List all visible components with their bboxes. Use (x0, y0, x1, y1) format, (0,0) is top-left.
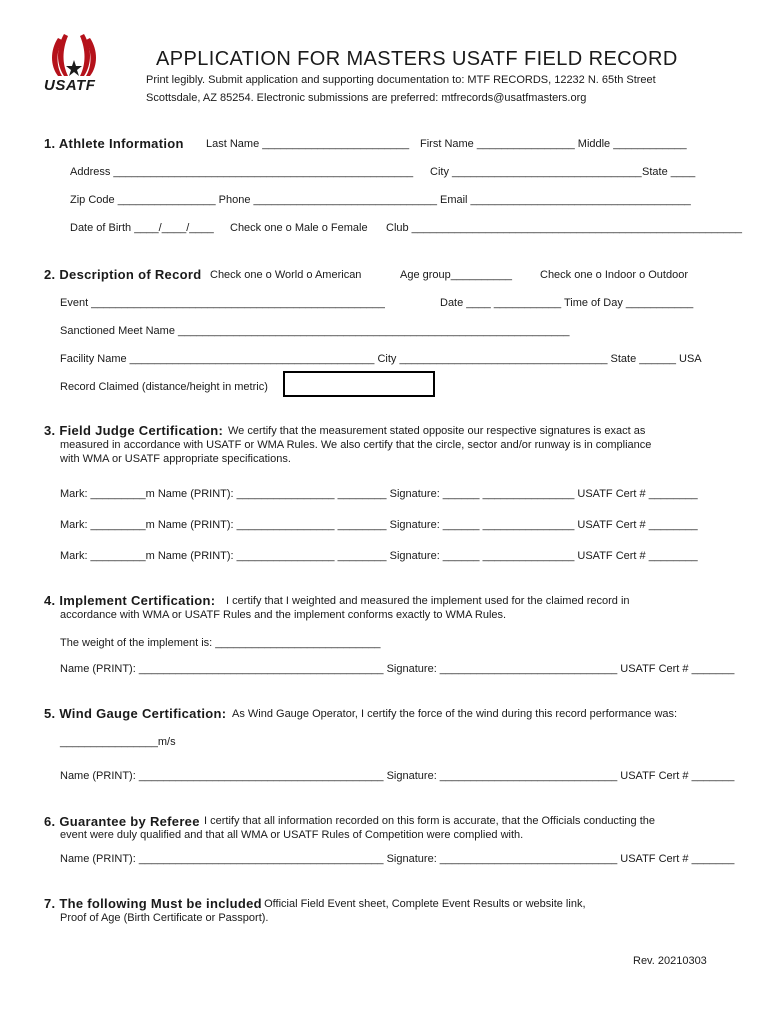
section-2-heading: 2. Description of Record (44, 267, 202, 282)
section-1-heading: 1. Athlete Information (44, 136, 184, 151)
section-6-heading: 6. Guarantee by Referee (44, 814, 200, 829)
section-7-text: Proof of Age (Birth Certificate or Passport). (60, 912, 269, 924)
header-address: Scottsdale, AZ 85254. Electronic submissions are preferred: mtfrecords@usatfmasters.org (146, 92, 587, 104)
facility-field[interactable]: Facility Name ________________________________________ City __________________________________ State ______ USA (60, 353, 702, 365)
logo-text: USATF (44, 77, 96, 94)
page-title: APPLICATION FOR MASTERS USATF FIELD RECORD (156, 48, 678, 70)
record-type-checkbox[interactable]: Check one o World o American (210, 269, 362, 281)
age-group-field[interactable]: Age group__________ (400, 269, 512, 281)
city-field[interactable]: City _______________________________ (430, 166, 642, 178)
record-claimed-input[interactable] (283, 371, 435, 397)
judge-row-1[interactable]: Mark: _________m Name (PRINT): ________________ ________ Signature: ______ _______________ USATF Cert # ________ (60, 488, 698, 500)
meet-name-field[interactable]: Sanctioned Meet Name ________________________________________________________________ (60, 325, 570, 337)
section-4-heading: 4. Implement Certification: (44, 593, 216, 608)
section-6-text: I certify that all information recorded on this form is accurate, that the Officials conducting the (204, 815, 656, 827)
implement-weight-field[interactable]: The weight of the implement is: ___________________________ (60, 637, 381, 649)
first-middle-name-field[interactable]: First Name ________________ Middle ____________ (420, 138, 687, 150)
club-field[interactable]: Club ______________________________________________________ (386, 222, 743, 234)
section-7-heading: 7. The following Must be included (44, 896, 262, 911)
gender-checkbox[interactable]: Check one o Male o Female (230, 222, 368, 234)
section-3-text: measured in accordance with USATF or WMA Rules. We also certify that the circle, sector and/or runway is in compliance (60, 439, 652, 451)
judge-row-2[interactable]: Mark: _________m Name (PRINT): ________________ ________ Signature: ______ _______________ USATF Cert # ________ (60, 519, 698, 531)
implement-signature-row[interactable]: Name (PRINT): ________________________________________ Signature: _____________________________ USATF Cert # _______ (60, 663, 735, 675)
wind-signature-row[interactable]: Name (PRINT): ________________________________________ Signature: _____________________________ USATF Cert # _______ (60, 770, 735, 782)
section-6-text: event were duly qualified and that all WMA or USATF Rules of Competition were complied with. (60, 829, 524, 841)
address-field[interactable]: Address _________________________________________________ (70, 166, 414, 178)
section-3-heading: 3. Field Judge Certification: (44, 423, 224, 438)
header-instructions: Print legibly. Submit application and supporting documentation to: MTF RECORDS, 12232 N. 65th Street (146, 74, 656, 86)
record-claimed-label: Record Claimed (distance/height in metric) (60, 381, 268, 393)
dob-field[interactable]: Date of Birth ____/____/____ (70, 222, 214, 234)
state-field[interactable]: State ____ (642, 166, 696, 178)
section-5-heading: 5. Wind Gauge Certification: (44, 706, 227, 721)
section-4-text: accordance with WMA or USATF Rules and the implement conforms exactly to WMA Rules. (60, 609, 507, 621)
last-name-field[interactable]: Last Name ________________________ (206, 138, 410, 150)
wind-field[interactable]: ________________m/s (60, 736, 176, 748)
judge-row-3[interactable]: Mark: _________m Name (PRINT): ________________ ________ Signature: ______ _______________ USATF Cert # ________ (60, 550, 698, 562)
section-3-text: We certify that the measurement stated opposite our respective signatures is exact as (228, 425, 646, 437)
section-4-text: I certify that I weighted and measured the implement used for the claimed record in (226, 595, 630, 607)
zip-phone-field[interactable]: Zip Code ________________ Phone ______________________________ (70, 194, 438, 206)
date-time-field[interactable]: Date ____ ___________ Time of Day ___________ (440, 297, 694, 309)
section-5-text: As Wind Gauge Operator, I certify the force of the wind during this record performance was: (232, 708, 678, 720)
event-field[interactable]: Event ________________________________________________ (60, 297, 385, 309)
email-field[interactable]: Email ____________________________________ (440, 194, 691, 206)
venue-type-checkbox[interactable]: Check one o Indoor o Outdoor (540, 269, 688, 281)
section-3-text: with WMA or USATF appropriate specifications. (60, 453, 291, 465)
referee-signature-row[interactable]: Name (PRINT): ________________________________________ Signature: _____________________________ USATF Cert # _______ (60, 853, 735, 865)
revision-number: Rev. 20210303 (633, 955, 707, 967)
section-7-text: : Official Field Event sheet, Complete Event Results or website link, (258, 898, 586, 910)
